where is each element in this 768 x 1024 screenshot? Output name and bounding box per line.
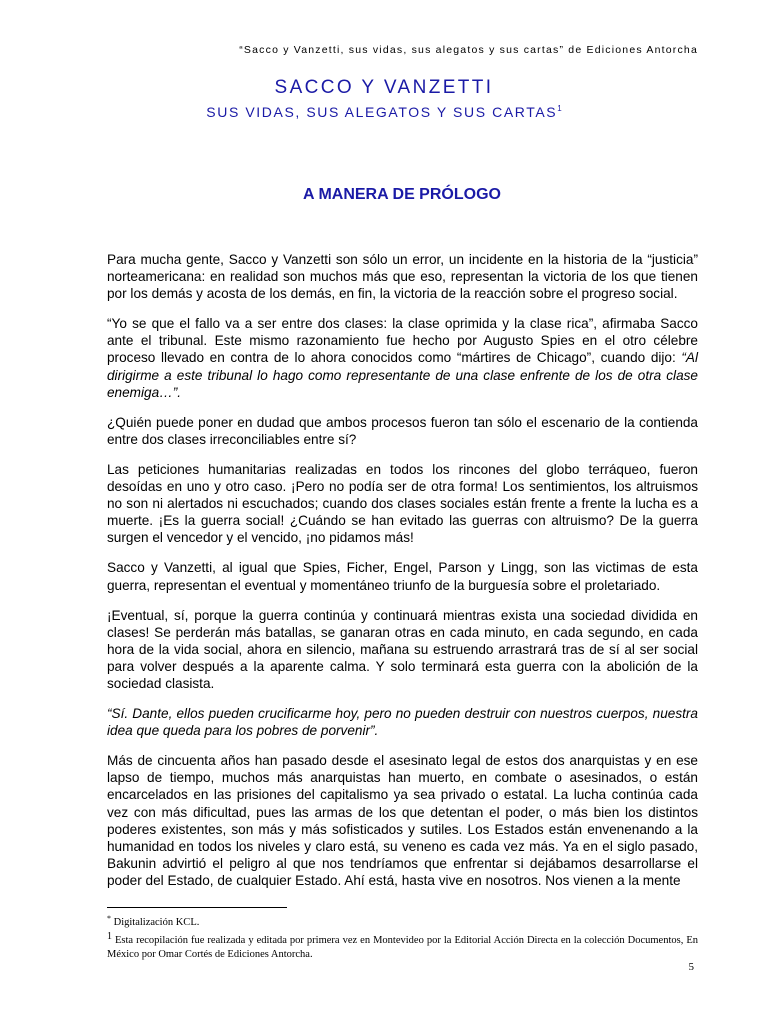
paragraph: Sacco y Vanzetti, al igual que Spies, Ficher, Engel, Parson y Lingg, son las victimas de esta guerra, representan el eventual y momentáneo triunfo de la burguesía sobre el proletariado.: [107, 560, 698, 593]
footnote-star-text: Digitalización KCL.: [113, 917, 200, 928]
body-text: [107, 251, 698, 902]
footnote-one: [107, 930, 698, 962]
paragraph: ¿Quién puede poner en dudad que ambos procesos fueron tan sólo el escenario de la contienda entre dos clases irreconciliables entre sí?: [107, 414, 698, 447]
paragraph: Más de cincuenta años han pasado desde el asesinato legal de estos dos anarquistas y en ese lapso de tiempo, muchos más anarquistas han muerto, en combate o asesinados, o están encarcelados en las prisiones del capitalismo ya sea privado o estatal. La lucha continúa cada vez con más dificultad, pues las armas de los que detentan el poder, o más bien los distintos poderes existentes, son más y más sofisticados y sutiles. Los Estados están envenenando a la humanidad en todos los niveles y claro está, su veneno es cada vez más. Ya en el siglo pasado, Bakunin advirtió el peligro al que nos tendríamos que enfrentar si dejábamos desarrollarse el poder del Estado, de cualquier Estado. Ahí está, hasta vive en nosotros. Nos vienen a la mente: [107, 753, 698, 888]
footnote-star: [107, 912, 698, 930]
spies-quote: “Al dirigirme a este tribunal lo hago como representante de una clase enfrente de los de otra clase enemiga…”.: [107, 350, 698, 400]
footnote-one-marker: 1: [107, 931, 112, 942]
footnotes: [107, 912, 698, 962]
footnote-star-marker: *: [107, 914, 111, 923]
paragraph: ¡Eventual, sí, porque la guerra continúa y continuará mientras exista una sociedad dividida en clases! Se perderán más batallas, se ganaran otras en cada minuto, en cada segundo, en cada hora de la vida social, ahora en silencio, mañana su estruendo arrastrará tras de sí al ser social para volver después a la aparente calma. Y solo terminará esta guerra con la abolición de la sociedad clasista.: [107, 607, 698, 691]
footnote-one-text: Esta recopilación fue realizada y editada por primera vez en Montevideo por la Editorial Acción Directa en la colección Documentos, En México por Omar Cortés de Ediciones Antorcha.: [107, 935, 699, 960]
vanzetti-quote: “Sí. Dante, ellos pueden crucificarme hoy, pero no pueden destruir con nuestros cuerpos, nuestra idea que queda para los pobres de porvenir”.: [107, 706, 698, 739]
page-number: 5: [688, 961, 694, 973]
footnote-divider: [107, 907, 287, 908]
paragraph: Para mucha gente, Sacco y Vanzetti son sólo un error, un incidente en la historia de la “justicia” norteamericana: en realidad son muchos más que eso, representan la victoria de los que tienen por los demás y acosta de los demás, en fin, la victoria de la reacción sobre el progreso social.: [107, 252, 698, 302]
section-heading: A MANERA DE PRÓLOGO: [303, 186, 501, 203]
paragraph: [107, 315, 698, 400]
subtitle-text: SUS VIDAS, SUS ALEGATOS Y SUS CARTAS: [206, 104, 558, 120]
footnote-ref-1: 1: [557, 104, 562, 113]
running-header: “Sacco y Vanzetti, sus vidas, sus alegatos y sus cartas” de Ediciones Antorcha: [239, 44, 698, 56]
paragraph: Las peticiones humanitarias realizadas en todos los rincones del globo terráqueo, fueron desoídas en uno y otro caso. ¡Pero no podía ser de otra forma! Los sentimientos, los altruismos no son ni alertados ni escuchados; cuando dos clases sociales están frente a frente la lucha es a muerte. ¡Es la guerra social! ¿Cuándo se han evitado las guerras con altruismo? De la guerra surgen el vencedor y el vencido, ¡no pidamos más!: [107, 461, 698, 546]
book-subtitle: [0, 104, 768, 120]
book-title: SACCO Y VANZETTI: [274, 77, 494, 98]
paragraph-text: “Yo se que el fallo va a ser entre dos clases: la clase oprimida y la clase rica”, afirmaba Sacco ante el tribunal. Este mismo razonamiento fue hecho por Augusto Spies en el otro célebre proceso llevado en contra de lo ahora conocidos como “mártires de Chicago”, cuando dijo:: [107, 316, 698, 366]
